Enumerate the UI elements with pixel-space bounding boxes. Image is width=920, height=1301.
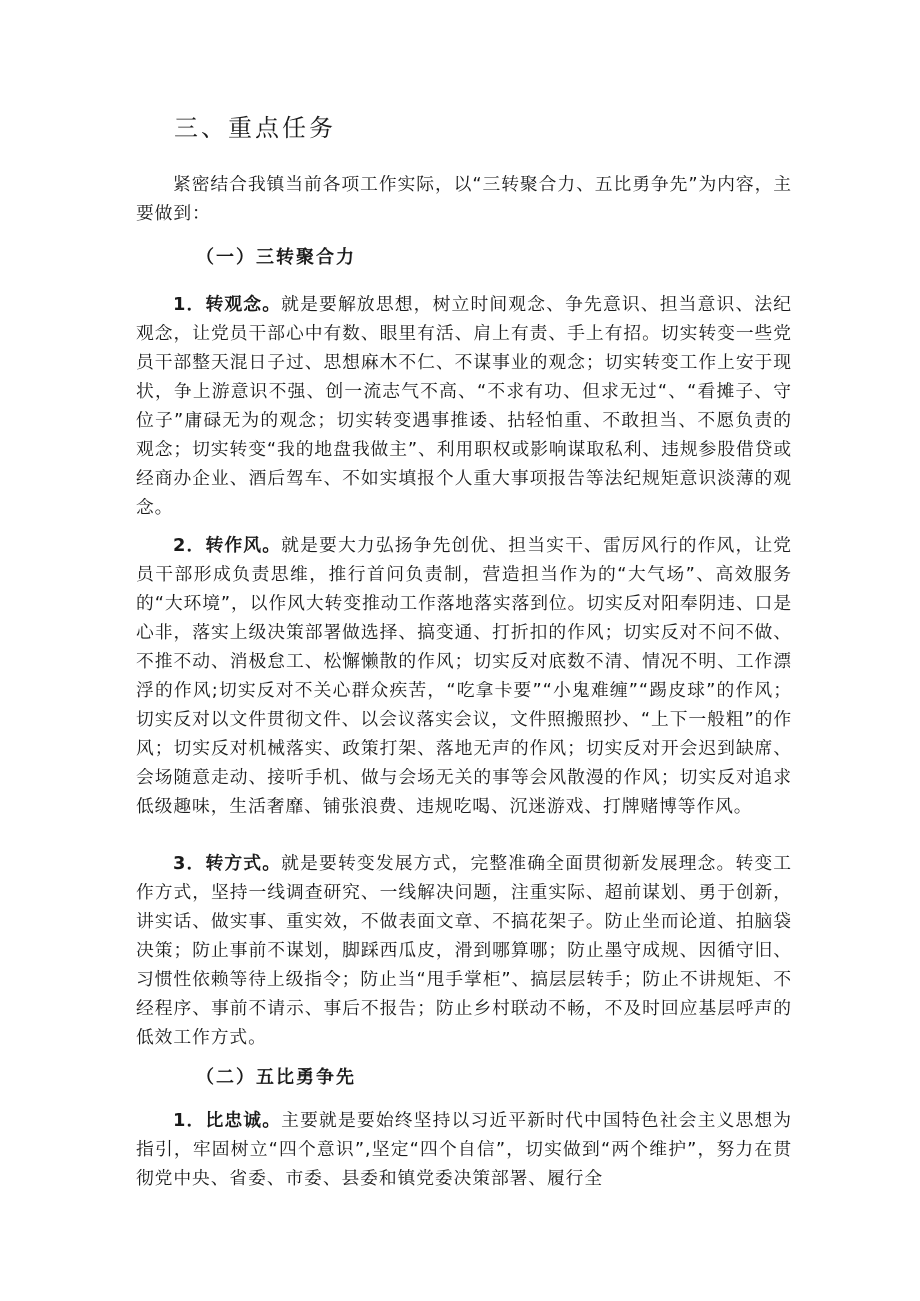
section-heading: 三、重点任务: [174, 114, 336, 142]
paragraph-zhuan-zuofeng: [136, 531, 792, 821]
paragraph-zhuan-fangshi: [136, 849, 792, 1052]
paragraph-lead: 3．转方式。: [173, 853, 282, 874]
paragraph-lead: 2．转作风。: [173, 535, 282, 556]
paragraph-lead: 1．比忠诚。: [173, 1110, 282, 1131]
paragraph-body: 就是要转变发展方式，完整准确全面贯彻新发展理念。转变工作方式，坚持一线调查研究、一线解决问题，注重实际、超前谋划、勇于创新，讲实话、做实事、重实效，不做表面文章、不搞花架子。防止坐而论道、拍脑袋决策；防止事前不谋划，脚踩西瓜皮，滑到哪算哪；防止墨守成规、因循守旧、习惯性依赖等待上级指令；防止当“甩手掌柜”、搞层层转手；防止不讲规矩、不经程序、事前不请示、事后不报告；防止乡村联动不畅，不及时回应基层呼声的低效工作方式。: [136, 853, 792, 1048]
paragraph-body: 就是要解放思想，树立时间观念、争先意识、担当意识、法纪观念，让党员干部心中有数、眼里有活、肩上有责、手上有招。切实转变一些党员干部整天混日子过、思想麻木不仁、不谋事业的观念；切实转变工作上安于现状，争上游意识不强、创一流志气不高、“不求有功、但求无过“、“看摊子、守位子”庸碌无为的观念；切实转变遇事推诿、拈轻怕重、不敢担当、不愿负责的观念；切实转变“我的地盘我做主”、利用职权或影响谋取私利、违规参股借贷或经商办企业、酒后驾车、不如实填报个人重大事项报告等法纪规矩意识淡薄的观念。: [136, 294, 792, 518]
subheading-san-zhuan: （一）三转聚合力: [196, 247, 356, 268]
paragraph-zhuan-guannian: [136, 290, 792, 522]
subheading-wu-bi: （二）五比勇争先: [196, 1067, 356, 1088]
paragraph-body: 就是要大力弘扬争先创优、担当实干、雷厉风行的作风，让党员干部形成负责思维，推行首问负责制，营造担当作为的“大气场”、高效服务的“大环境”，以作风大转变推动工作落地落实落到位。切实反对阳奉阴违、口是心非，落实上级决策部署做选择、搞变通、打折扣的作风；切实反对不问不做、不推不动、消极怠工、松懈懒散的作风；切实反对底数不清、情况不明、工作漂浮的作风;切实反对不关心群众疾苦，“吃拿卡要”“小鬼难缠”“踢皮球”的作风；切实反对以文件贯彻文件、以会议落实会议，文件照搬照抄、“上下一般粗”的作风；切实反对机械落实、政策打架、落地无声的作风；切实反对开会迟到缺席、会场随意走动、接听手机、做与会场无关的事等会风散漫的作风；切实反对追求低级趣味，生活奢靡、铺张浪费、违规吃喝、沉迷游戏、打牌赌博等作风。: [136, 535, 792, 817]
paragraph-bi-zhongcheng: [136, 1106, 792, 1193]
paragraph-body: 主要就是要始终坚持以习近平新时代中国特色社会主义思想为指引，牢固树立“四个意识”,坚定“四个自信”，切实做到“两个维护”，努力在贯彻党中央、省委、市委、县委和镇党委决策部署、履行全: [136, 1110, 792, 1189]
intro-paragraph: 紧密结合我镇当前各项工作实际，以“三转聚合力、五比勇争先”为内容，主要做到：: [136, 174, 792, 224]
paragraph-lead: 1．转观念。: [173, 294, 282, 315]
